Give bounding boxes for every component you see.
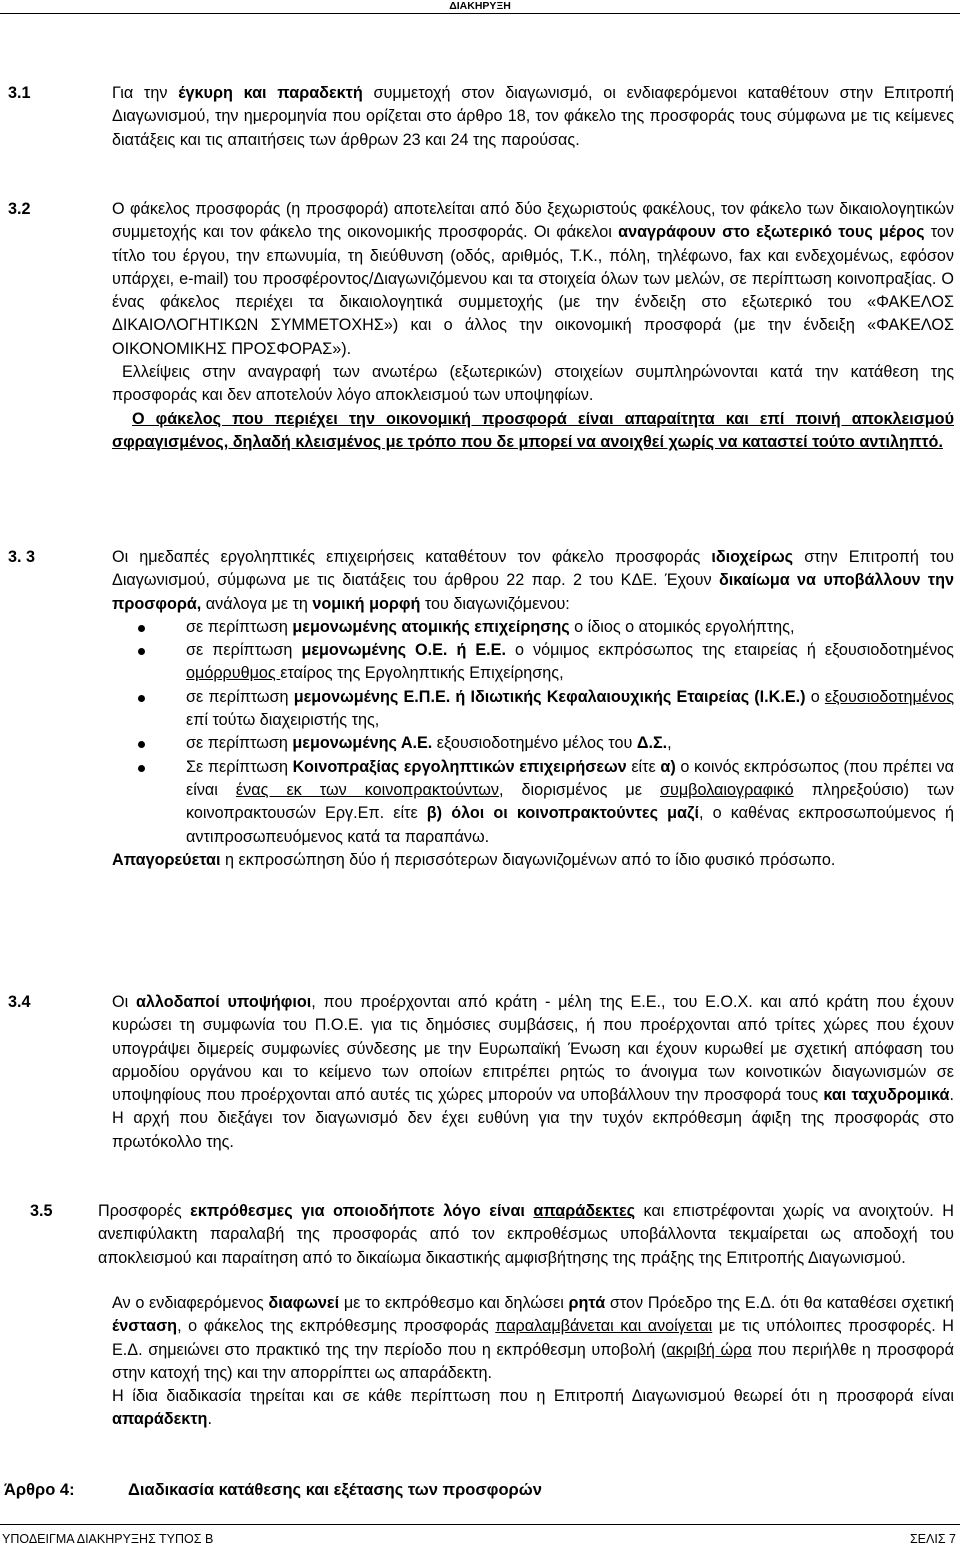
section-number: 3.5: [30, 1202, 53, 1220]
section-number: 3.1: [8, 84, 31, 102]
article-title: Διαδικασία κατάθεσης και εξέτασης των προσφορών: [128, 1481, 542, 1499]
section-text: Για την έγκυρη και παραδεκτή συμμετοχή στον διαγωνισμό, οι ενδιαφερόμενοι καταθέτουν στην Επιτροπή Διαγωνισμού, την ημερομηνία που ορίζεται στο άρθρο 18, τον φάκελο της προσφοράς τους σύμφωνα με τις κείμενες διατάξεις και τις απαιτήσεις των άρθρων 23 και 24 της παρούσας.: [112, 84, 954, 149]
paragraph-bold-underlined: Ο φάκελος που περιέχει την οικονομική προσφορά είναι απαραίτητα και επί ποινή αποκλεισμού σφραγισμένος, δηλαδή κλεισμένος με τρόπο που δε μπορεί να ανοιχθεί χωρίς να καταστεί τούτο αντιληπτό.: [112, 409, 954, 451]
list-item: σε περίπτωση μεμονωμένης Ε.Π.Ε. ή Ιδιωτικής Κεφαλαιουχικής Εταιρείας (Ι.Κ.Ε.) ο εξουσιοδοτημένος επί τούτω διαχειριστής της,: [112, 686, 954, 733]
header-rule: [0, 13, 960, 14]
bullet-icon: [138, 648, 145, 655]
section-number: 3. 3: [8, 548, 36, 566]
section-number: 3.4: [8, 993, 31, 1011]
section-text: Οι αλλοδαποί υποψήφιοι, που προέρχονται από κράτη - μέλη της Ε.Ε., του Ε.Ο.Χ. και από κράτη που έχουν κυρώσει τη συμφωνία του Π.Ο.Ε. για τις δημόσιες συμβάσεις, ή που προέρχονται από τρίτες χώρες που έχουν υπογράψει διμερείς συμφωνίες σύνδεσης με την Ευρωπαϊκή Ένωση και έχουν κυρωθεί με σχετική απόφαση του αρμοδίου οργάνου και το κείμενο των οποίων επιτρέπει ρητώς το άνοιγμα των κοινοτικών διαγωνισμών σε υποψηφίους που προέρχονται από αυτές τις χώρες μπορούν να υποβάλλουν την προσφορά τους και ταχυδρομικά. Η αρχή που διεξάγει τον διαγωνισμό δεν έχει ευθύνη για την τυχόν εκπρόθεσμη άφιξη της προσφοράς στο πρωτόκολλο της.: [112, 993, 955, 1151]
section-number: 3.2: [8, 200, 31, 218]
paragraph: Ελλείψεις στην αναγραφή των ανωτέρω (εξωτερικών) στοιχείων συμπληρώνονται κατά την κατάθεση της προσφοράς και δεν αποτελούν λόγο αποκλεισμού των υποψηφίων.: [112, 363, 954, 405]
bullet-icon: [138, 765, 145, 772]
footer-rule: [0, 1524, 960, 1525]
list-item: σε περίπτωση μεμονωμένης Ο.Ε. ή Ε.Ε. ο νόμιμος εκπρόσωπος της εταιρείας ή εξουσιοδοτημένος ομόρρυθμος εταίρος της Εργοληπτικής Επιχείρησης,: [112, 639, 954, 686]
article-label: Άρθρο 4:: [4, 1481, 75, 1499]
bullet-icon: [138, 625, 145, 632]
bullet-list: [112, 616, 954, 849]
list-item: Σε περίπτωση Κοινοπραξίας εργοληπτικών επιχειρήσεων είτε α) ο κοινός εκπρόσωπος (που πρέπει να είναι ένας εκ των κοινοπρακτούντων, διορισμένος με συμβολαιογραφικό πληρεξούσιο) των κοινοπρακτουσών Εργ.Επ. είτε β) όλοι οι κοινοπρακτούντες μαζί, ο καθένας εκπροσωπούμενος ή αντιπροσωπευόμενος κατά τα παραπάνω.: [112, 756, 954, 849]
bullet-icon: [138, 741, 145, 748]
list-item: σε περίπτωση μεμονωμένης Α.Ε. εξουσιοδοτημένο μέλος του Δ.Σ.,: [112, 732, 954, 755]
footer-left: ΥΠΟΔΕΙΓΜΑ ΔΙΑΚΗΡΥΞΗΣ ΤΥΠΟΣ Β: [2, 1532, 214, 1546]
section-text: Προσφορές εκπρόθεσμες για οποιοδήποτε λόγο είναι απαράδεκτες και επιστρέφονται χωρίς να ανοιχτούν. Η ανεπιφύλακτη παραλαβή της προσφοράς από τον εκπροθέσμως υποβάλλοντα τεκμαίρεται ως αποδοχή του αποκλεισμού και παραίτηση από το δικαίωμα δικαστικής αμφισβήτησης της πράξης της Επιτροπής Διαγωνισμού.: [98, 1202, 954, 1267]
section-text: Οι ημεδαπές εργοληπτικές επιχειρήσεις καταθέτουν τον φάκελο προσφοράς ιδιοχείρως στην Επιτροπή του Διαγωνισμού, σύμφωνα με τις διατάξεις του άρθρου 22 παρ. 2 του ΚΔΕ. Έχουν δικαίωμα να υποβάλλουν την προσφορά, ανάλογα με τη νομική μορφή του διαγωνιζόμενου: σε περίπτωση μεμονωμένης ατομικής επιχείρησης ο ίδιος ο ατομικός εργολήπτης, σε περίπτωση μεμονωμένης Ο.Ε. ή Ε.Ε. ο νόμιμος εκπρόσωπος της εταιρείας ή εξουσιοδοτημένος ομόρρυθμος εταίρος της Εργοληπτικής Επιχείρησης, σε περίπτωση μεμονωμένης Ε.Π.Ε. ή Ιδιωτικής Κεφαλαιουχικής Εταιρείας (Ι.Κ.Ε.) ο εξουσιοδοτημένος επί τούτω διαχειριστής της, σε περίπτωση μεμονωμένης Α.Ε. εξουσιοδοτημένο μέλος του Δ.Σ., Σε περίπτωση Κοινοπραξίας εργοληπτικών επιχειρήσεων είτε α) ο κοινός εκπρόσωπος (που πρέπει να είναι ένας εκ των κοινοπρακτούντων, διορισμένος με συμβολαιογραφικό πληρεξούσιο) των κοινοπρακτουσών Εργ.Επ. είτε β) όλοι οι κοινοπρακτούντες μαζί, ο καθένας εκπροσωπούμενος ή αντιπροσωπευόμενος κατά τα παραπάνω. Απαγορεύεται η εκπροσώπηση δύο ή περισσότερων διαγωνιζομένων από το ίδιο φυσικό πρόσωπο.: [112, 548, 955, 869]
bullet-icon: [138, 695, 145, 702]
page-number: ΣΕΛΙΣ 7: [909, 1532, 956, 1546]
document-header: ΔΙΑΚΗΡΥΞΗ: [449, 0, 511, 12]
section-text: Ο φάκελος προσφοράς (η προσφορά) αποτελείται από δύο ξεχωριστούς φακέλους, τον φάκελο των δικαιολογητικών συμμετοχής και τον φάκελο της οικονομικής προσφοράς. Οι φάκελοι αναγράφουν στο εξωτερικό τους μέρος τον τίτλο του έργου, την επωνυμία, τη διεύθυνση (οδός, αριθμός, Τ.Κ., πόλη, τηλέφωνο, fax και ενδεχομένως, εφόσον υπάρχει, e-mail) του προσφέροντος/Διαγωνιζόμενου και τα στοιχεία όλων των μελών, σε περίπτωση κοινοπραξίας. Ο ένας φάκελος περιέχει τα δικαιολογητικά συμμετοχής (με την ένδειξη στο εξωτερικό του «ΦΑΚΕΛΟΣ ΔΙΚΑΙΟΛΟΓΗΤΙΚΩΝ ΣΥΜΜΕΤΟΧΗΣ») και ο άλλος την οικονομική προσφορά (με την ένδειξη «ΦΑΚΕΛΟΣ ΟΙΚΟΝΟΜΙΚΗΣ ΠΡΟΣΦΟΡΑΣ»). Ελλείψεις στην αναγραφή των ανωτέρω (εξωτερικών) στοιχείων συμπληρώνονται κατά την κατάθεση της προσφοράς και δεν αποτελούν λόγο αποκλεισμού των υποψηφίων. Ο φάκελος που περιέχει την οικονομική προσφορά είναι απαραίτητα και επί ποινή αποκλεισμού σφραγισμένος, δηλαδή κλεισμένος με τρόπο που δε μπορεί να ανοιχθεί χωρίς να καταστεί τούτο αντιληπτό.: [112, 198, 954, 454]
list-item: σε περίπτωση μεμονωμένης ατομικής επιχείρησης ο ίδιος ο ατομικός εργολήπτης,: [112, 616, 954, 639]
section-text: Αν ο ενδιαφερόμενος διαφωνεί με το εκπρόθεσμο και δηλώσει ρητά στον Πρόεδρο της Ε.Δ. ότι θα καταθέσει σχετική ένσταση, ο φάκελος της εκπρόθεσμης προσφοράς παραλαμβάνεται και ανοίγεται με τις υπόλοιπες προσφορές. Η Ε.Δ. σημειώνει στο πρακτικό της την περίοδο που η εκπρόθεσμη υποβολή (ακριβή ώρα που περιήλθε η προσφορά στην κατοχή της) και την απορρίπτει ως απαράδεκτη. Η ίδια διαδικασία τηρείται και σε κάθε περίπτωση που η Επιτροπή Διαγωνισμού θεωρεί ότι η προσφορά είναι απαράδεκτη.: [112, 1294, 955, 1429]
